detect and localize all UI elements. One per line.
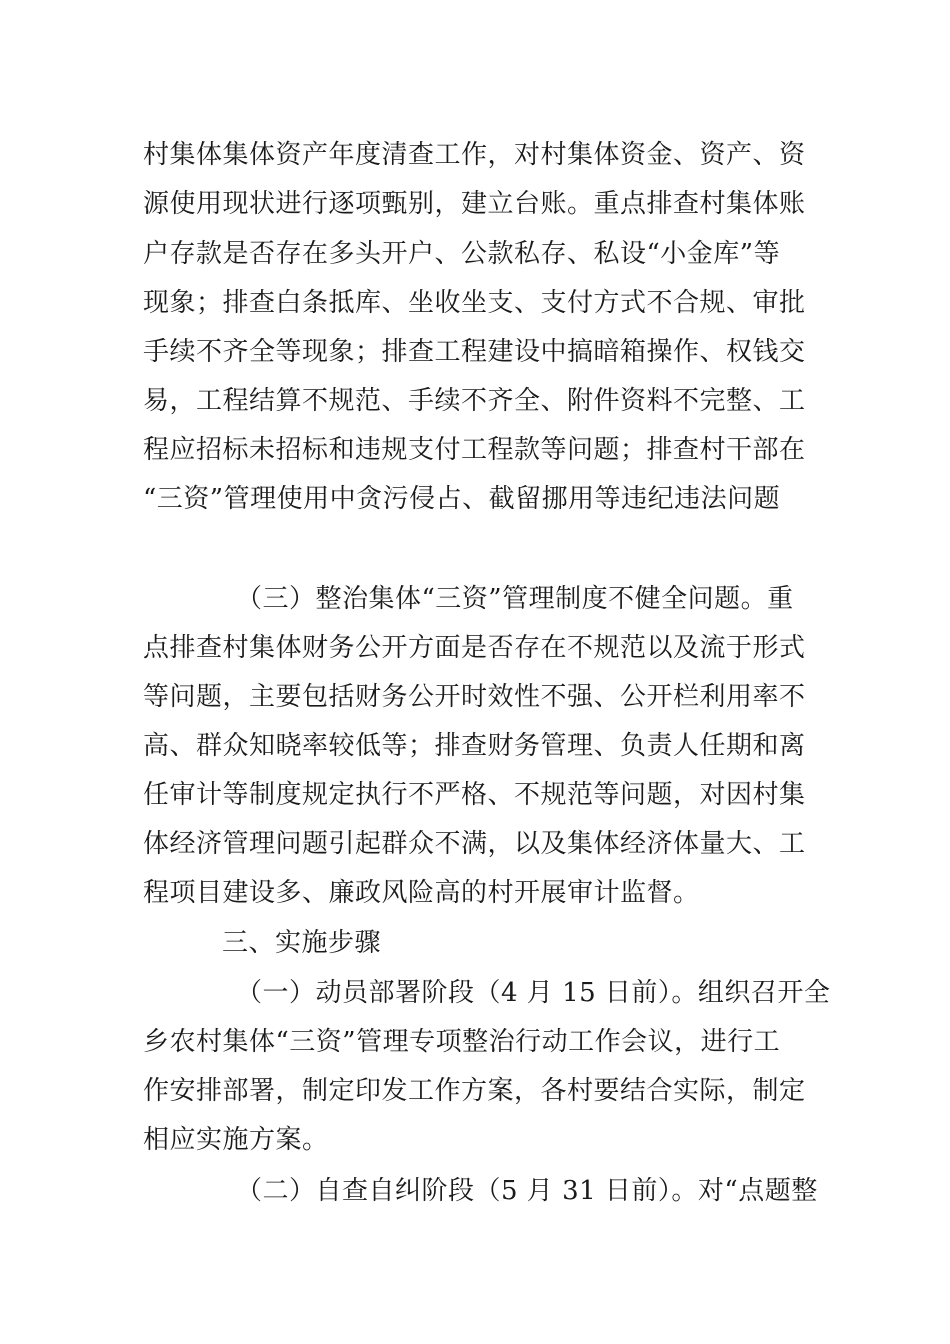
- paragraph-line: 相应实施方案。: [143, 1125, 329, 1155]
- paragraph-line: 任审计等制度规定执行不严格、不规范等问题，对因村集: [143, 780, 806, 810]
- paragraph-line: 乡农村集体“三资”管理专项整治行动工作会议，进行工: [143, 1027, 781, 1057]
- paragraph-line: 源使用现状进行逐项甄别，建立台账。重点排查村集体账: [143, 189, 806, 219]
- paragraph-heading-line: （三）整治集体“三资”管理制度不健全问题。重: [236, 584, 794, 614]
- paragraph-line: 等问题，主要包括财务公开时效性不强、公开栏利用率不: [143, 682, 806, 712]
- paragraph-line: 程项目建设多、廉政风险高的村开展审计监督。: [143, 878, 700, 908]
- paragraph-line: 现象；排查白条抵库、坐收坐支、支付方式不合规、审批: [143, 288, 806, 318]
- paragraph-line: （一）动员部署阶段（4 月 15 日前）。组织召开全: [236, 978, 831, 1008]
- paragraph-line: （二）自查自纠阶段（5 月 31 日前）。对“点题整: [236, 1176, 818, 1206]
- paragraph-line: 易，工程结算不规范、手续不齐全、附件资料不完整、工: [143, 386, 806, 416]
- section-heading: 三、实施步骤: [222, 928, 382, 958]
- paragraph-line: 作安排部署，制定印发工作方案，各村要结合实际，制定: [143, 1076, 806, 1106]
- paragraph-line: 户存款是否存在多头开户、公款私存、私设“小金库”等: [143, 239, 781, 269]
- paragraph-line: 手续不齐全等现象；排查工程建设中搞暗箱操作、权钱交: [143, 337, 806, 367]
- paragraph-line: 点排查村集体财务公开方面是否存在不规范以及流于形式: [143, 633, 806, 663]
- paragraph-line: 村集体集体资产年度清查工作，对村集体资金、资产、资: [143, 140, 806, 170]
- paragraph-line: 高、群众知晓率较低等；排查财务管理、负责人任期和离: [143, 731, 806, 761]
- paragraph-line: 程应招标未招标和违规支付工程款等问题；排查村干部在: [143, 435, 806, 465]
- paragraph-line: “三资”管理使用中贪污侵占、截留挪用等违纪违法问题: [143, 484, 781, 514]
- paragraph-line: 体经济管理问题引起群众不满，以及集体经济体量大、工: [143, 829, 806, 859]
